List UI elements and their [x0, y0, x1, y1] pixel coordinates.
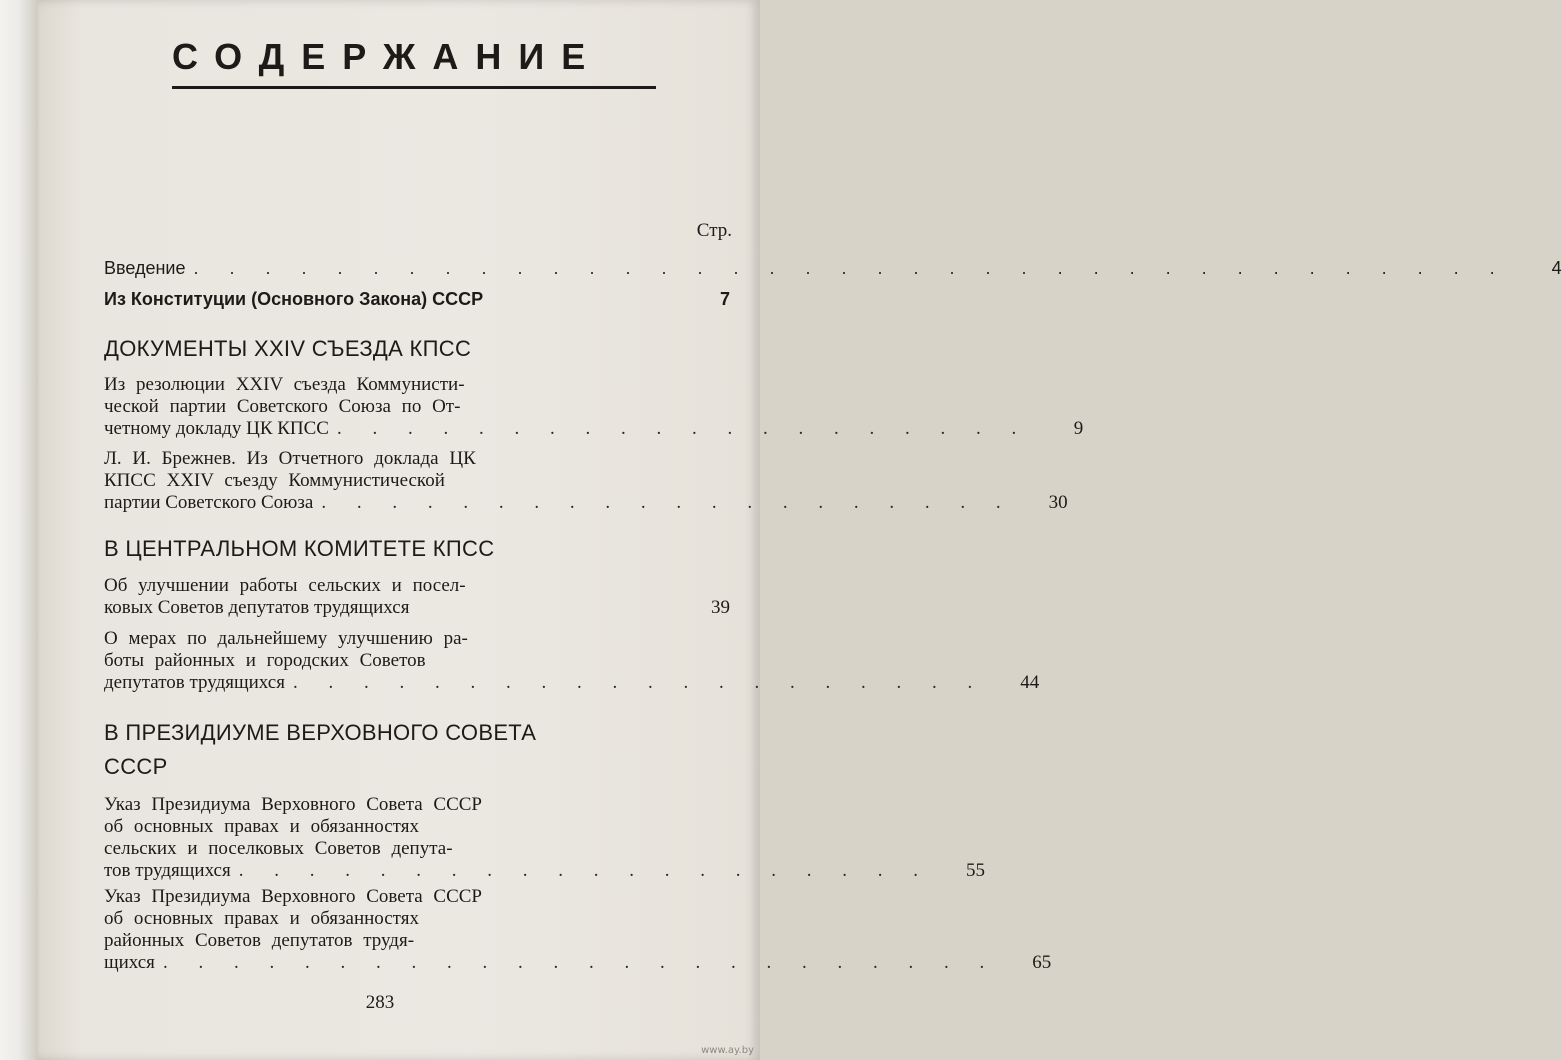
toc-entry-text: Из резолюции XXIV съезда Коммунисти- — [104, 374, 465, 395]
toc-page-number: 65 — [1032, 952, 1052, 973]
toc-entry-constitution — [104, 288, 730, 310]
toc-page-number: 44 — [1020, 672, 1040, 693]
toc-entry-text: об основных правах и обязанностях — [104, 908, 419, 929]
toc-entry-text: щихся — [104, 952, 155, 973]
toc-page-number: 30 — [1048, 492, 1068, 513]
toc-entry-text: боты районных и городских Советов — [104, 650, 426, 671]
dot-leader: . . . . . . . . . . . . . . . . . . . . — [292, 672, 986, 693]
toc-page-number: 55 — [965, 860, 985, 881]
toc-entry-text: Указ Президиума Верховного Совета СССР — [104, 886, 482, 907]
section-heading-line: ДОКУМЕНТЫ XXIV СЪЕЗДА КПСС — [104, 336, 472, 361]
toc-entry-text: Л. И. Брежнев. Из Отчетного доклада ЦК — [104, 448, 476, 469]
dot-leader: . . . . . . . . . . . . . . . . . . . . . . . . — [162, 952, 998, 973]
toc-entry-text: тов трудящихся — [104, 860, 231, 881]
dot-leader: . . . . . . . . . . . . . . . . . . . . — [238, 860, 931, 881]
toc-entry-decree-rural — [104, 794, 985, 882]
toc-entry-text: сельских и поселковых Советов депута- — [104, 838, 453, 859]
dot-leader: . . . . . . . . . . . . . . . . . . . . — [337, 418, 1030, 439]
toc-entry-text: Указ Президиума Верховного Совета СССР — [104, 794, 482, 815]
toc-entry-text: партии Советского Союза — [104, 492, 314, 513]
dot-leader: . . . . . . . . . . . . . . . . . . . . — [321, 492, 1014, 513]
toc-entry-text: Из Конституции (Основного Закона) СССР — [104, 289, 484, 309]
toc-entry-text: ковых Советов депутатов трудящихся — [104, 597, 410, 618]
toc-entry-text: О мерах по дальнейшему улучшению ра- — [104, 628, 468, 649]
toc-page-number: 9 — [1073, 418, 1084, 439]
toc-entry-text: ческой партии Советского Союза по От- — [104, 396, 461, 417]
toc-page-number: 7 — [719, 289, 730, 309]
toc-page-number: 39 — [711, 597, 730, 618]
toc-entry-intro — [104, 257, 1562, 279]
toc-entry-district-soviets — [104, 628, 1040, 694]
toc-entry-decree-district — [104, 886, 1052, 974]
dot-leader: . . . . . . . . . . . . . . . . . . . . . . . . . . . . . . . . . . . . . — [193, 258, 1508, 278]
page-folio-number: 283 — [365, 992, 395, 1013]
title-underline — [172, 86, 656, 89]
book-spine-edge — [0, 0, 38, 1060]
section-heading-line: В ЦЕНТРАЛЬНОМ КОМИТЕТЕ КПСС — [104, 536, 495, 561]
toc-entry-text: Введение — [104, 258, 186, 278]
toc-entry-text: об основных правах и обязанностях — [104, 816, 419, 837]
toc-page-number: 4 — [1551, 258, 1562, 278]
toc-entry-text: депутатов трудящихся — [104, 672, 285, 693]
page-column-header: Стр. — [696, 220, 732, 241]
toc-entry-brezhnev-report — [104, 448, 1068, 514]
page-title: СОДЕРЖАНИЕ — [172, 36, 603, 77]
toc-entry-text: районных Советов депутатов трудя- — [104, 930, 415, 951]
toc-entry-text: Об улучшении работы сельских и посел- — [104, 575, 466, 596]
section-heading-line: СССР — [104, 754, 168, 779]
section-heading-line: В ПРЕЗИДИУМЕ ВЕРХОВНОГО СОВЕТА — [104, 720, 537, 745]
toc-entry-resolution — [104, 374, 1084, 440]
section-heading-xxiv-congress — [104, 334, 730, 364]
toc-entry-text: четному докладу ЦК КПСС — [104, 418, 329, 439]
watermark: www.ay.by — [701, 1045, 754, 1056]
section-heading-central-committee — [104, 534, 730, 564]
toc-entry-text: КПСС XXIV съезду Коммунистической — [104, 470, 445, 491]
toc-entry-rural-soviets — [104, 575, 730, 619]
section-heading-presidium — [104, 716, 730, 784]
